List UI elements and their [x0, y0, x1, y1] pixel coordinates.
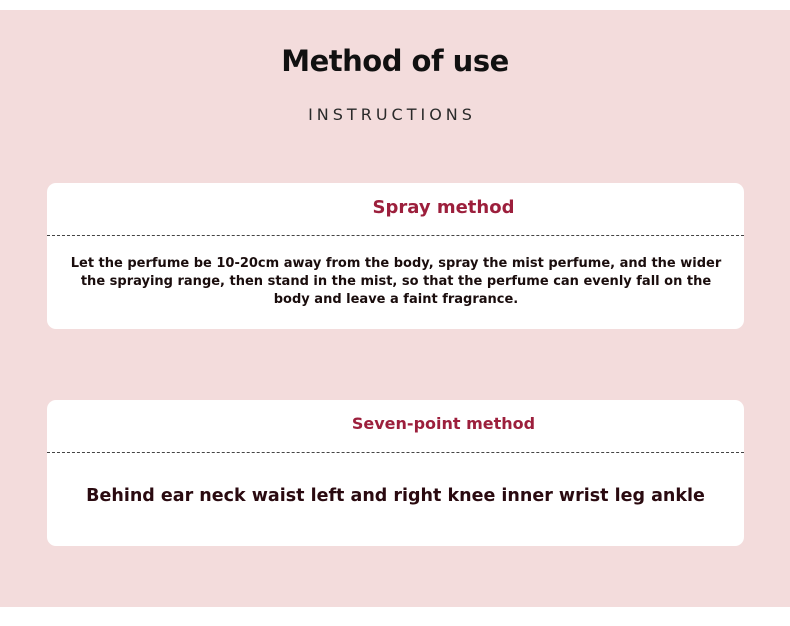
seven-point-method-card — [47, 400, 744, 546]
seven-point-method-heading: Seven-point method — [351, 414, 536, 433]
spray-method-description: Let the perfume be 10-20cm away from the body, spray the mist perfume, and the wider the spraying range, then stand in the mist, so that the perfume can evenly fall on the body and leave a faint fragrance. — [70, 256, 722, 307]
page-subtitle: INSTRUCTIONS — [308, 105, 476, 124]
spray-method-divider — [47, 235, 744, 236]
page-title: Method of use — [281, 44, 509, 78]
seven-point-method-description: Behind ear neck waist left and right knee inner wrist leg ankle — [86, 486, 705, 506]
spray-method-card — [47, 183, 744, 329]
seven-point-method-divider — [47, 452, 744, 453]
spray-method-heading: Spray method — [372, 197, 515, 218]
